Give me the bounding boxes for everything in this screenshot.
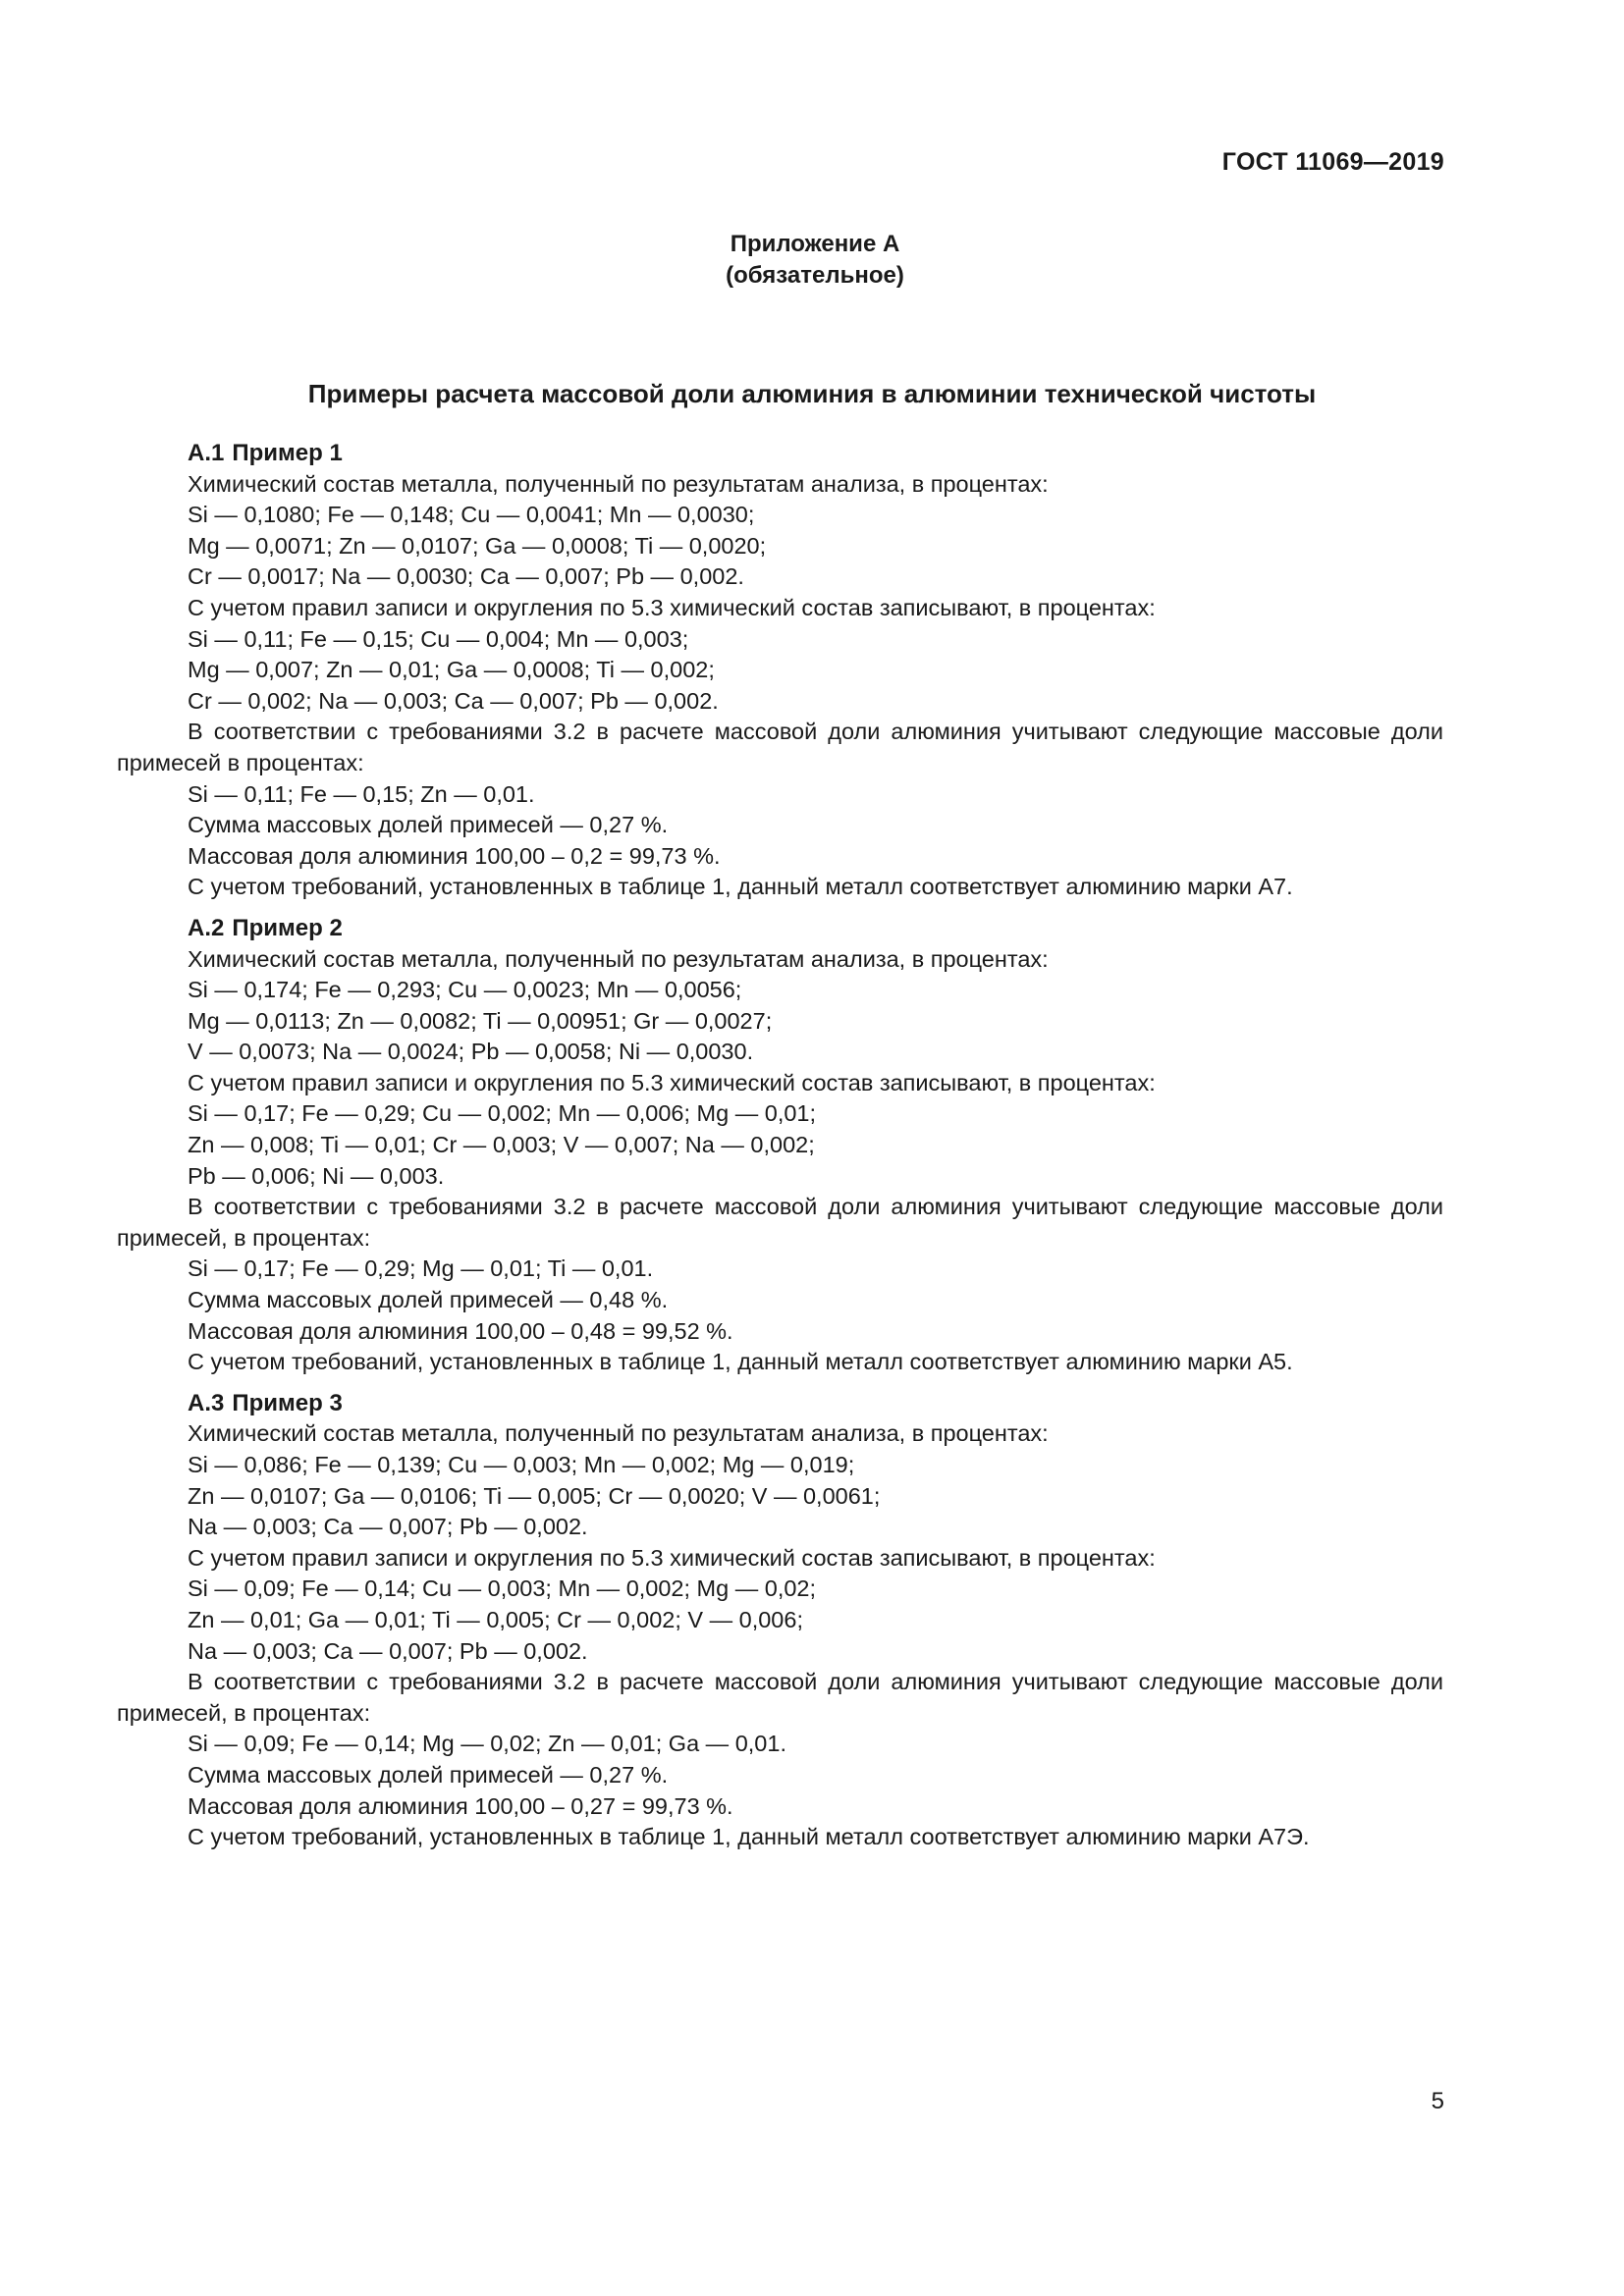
raw-composition-line: Si — 0,086; Fe — 0,139; Cu — 0,003; Mn — 0,002; Mg — 0,019; bbox=[188, 1452, 855, 1477]
raw-composition-line: Zn — 0,0107; Ga — 0,0106; Ti — 0,005; Cr — 0,0020; V — 0,0061; bbox=[188, 1482, 881, 1509]
section-heading-a1 bbox=[117, 438, 1443, 469]
rounding-intro: С учетом правил записи и округления по 5.3 химический состав записывают, в процентах: bbox=[188, 1544, 1156, 1571]
aluminium-fraction: Массовая доля алюминия 100,00 – 0,48 = 99,52 %. bbox=[188, 1317, 733, 1344]
rounded-composition-line: Cr — 0,002; Na — 0,003; Ca — 0,007; Pb — 0,002. bbox=[188, 687, 719, 714]
rounded-composition-line: Mg — 0,007; Zn — 0,01; Ga — 0,0008; Ti — 0,002; bbox=[188, 657, 715, 683]
conclusion: С учетом требований, установленных в таблице 1, данный металл соответствует алюминию марки А5. bbox=[188, 1349, 1293, 1375]
impurities-sum: Сумма массовых долей примесей — 0,27 %. bbox=[188, 812, 669, 838]
section-title: Пример 1 bbox=[232, 440, 343, 466]
section-title: Пример 3 bbox=[232, 1389, 343, 1416]
rounded-composition-line: Zn — 0,008; Ti — 0,01; Cr — 0,003; V — 0,007; Na — 0,002; bbox=[188, 1132, 815, 1158]
counted-impurities: Si — 0,11; Fe — 0,15; Zn — 0,01. bbox=[188, 780, 535, 807]
rounded-composition-line: Zn — 0,01; Ga — 0,01; Ti — 0,005; Cr — 0,002; V — 0,006; bbox=[188, 1606, 803, 1632]
raw-composition-line: Cr — 0,0017; Na — 0,0030; Ca — 0,007; Pb — 0,002. bbox=[188, 563, 744, 590]
raw-composition-line: Mg — 0,0113; Zn — 0,0082; Ti — 0,00951; Gr — 0,0027; bbox=[188, 1007, 773, 1034]
rounded-composition-line: Pb — 0,006; Ni — 0,003. bbox=[188, 1162, 445, 1189]
raw-composition-line: Si — 0,174; Fe — 0,293; Cu — 0,0023; Mn — 0,0056; bbox=[188, 977, 742, 1003]
rounding-intro: С учетом правил записи и округления по 5.3 химический состав записывают, в процентах: bbox=[188, 594, 1156, 620]
appendix-subtitle: (обязательное) bbox=[726, 262, 904, 289]
section-number: А.1 bbox=[188, 440, 225, 466]
rounded-composition-line: Si — 0,09; Fe — 0,14; Cu — 0,003; Mn — 0,002; Mg — 0,02; bbox=[188, 1575, 817, 1602]
page-number: 5 bbox=[1431, 2088, 1444, 2114]
raw-composition-line: Si — 0,1080; Fe — 0,148; Cu — 0,0041; Mn — 0,0030; bbox=[188, 502, 755, 528]
raw-composition-line: Mg — 0,0071; Zn — 0,0107; Ga — 0,0008; Ti — 0,0020; bbox=[188, 532, 767, 559]
document-id: ГОСТ 11069—2019 bbox=[1221, 148, 1444, 176]
document-body bbox=[117, 438, 1443, 1853]
impurities-sum: Сумма массовых долей примесей — 0,48 %. bbox=[188, 1287, 669, 1313]
section-number: А.3 bbox=[188, 1389, 225, 1416]
section-number: А.2 bbox=[188, 914, 225, 941]
counted-impurities: Si — 0,17; Fe — 0,29; Mg — 0,01; Ti — 0,01. bbox=[188, 1255, 654, 1282]
conclusion: С учетом требований, установленных в таблице 1, данный металл соответствует алюминию марки А7. bbox=[188, 874, 1293, 900]
requirements-paragraph: В соответствии с требованиями 3.2 в расчете массовой доли алюминия учитывают следующие массовые доли примесей, в процентах: bbox=[117, 1669, 1443, 1726]
counted-impurities: Si — 0,09; Fe — 0,14; Mg — 0,02; Zn — 0,01; Ga — 0,01. bbox=[188, 1731, 786, 1757]
composition-intro: Химический состав металла, полученный по результатам анализа, в процентах: bbox=[188, 470, 1049, 497]
section-heading-a2 bbox=[117, 913, 1443, 944]
composition-intro: Химический состав металла, полученный по результатам анализа, в процентах: bbox=[188, 1420, 1049, 1447]
aluminium-fraction: Массовая доля алюминия 100,00 – 0,2 = 99,73 %. bbox=[188, 842, 721, 869]
impurities-sum: Сумма массовых долей примесей — 0,27 %. bbox=[188, 1761, 669, 1788]
composition-intro: Химический состав металла, полученный по результатам анализа, в процентах: bbox=[188, 945, 1049, 972]
requirements-paragraph: В соответствии с требованиями 3.2 в расчете массовой доли алюминия учитывают следующие массовые доли примесей в процентах: bbox=[117, 719, 1443, 775]
appendix-title: Приложение А bbox=[730, 231, 900, 257]
rounded-composition-line: Na — 0,003; Ca — 0,007; Pb — 0,002. bbox=[188, 1637, 588, 1664]
section-heading-a3 bbox=[117, 1388, 1443, 1419]
aluminium-fraction: Массовая доля алюминия 100,00 – 0,27 = 99,73 %. bbox=[188, 1792, 733, 1819]
raw-composition-line: V — 0,0073; Na — 0,0024; Pb — 0,0058; Ni — 0,0030. bbox=[188, 1039, 754, 1065]
requirements-paragraph: В соответствии с требованиями 3.2 в расчете массовой доли алюминия учитывают следующие массовые доли примесей, в процентах: bbox=[117, 1194, 1443, 1251]
rounding-intro: С учетом правил записи и округления по 5.3 химический состав записывают, в процентах: bbox=[188, 1069, 1156, 1095]
section-title: Пример 2 bbox=[232, 914, 343, 941]
raw-composition-line: Na — 0,003; Ca — 0,007; Pb — 0,002. bbox=[188, 1514, 588, 1540]
appendix-heading bbox=[0, 229, 1624, 292]
rounded-composition-line: Si — 0,11; Fe — 0,15; Cu — 0,004; Mn — 0,003; bbox=[188, 625, 689, 652]
conclusion: С учетом требований, установленных в таблице 1, данный металл соответствует алюминию марки А7Э. bbox=[188, 1824, 1310, 1850]
rounded-composition-line: Si — 0,17; Fe — 0,29; Cu — 0,002; Mn — 0,006; Mg — 0,01; bbox=[188, 1100, 817, 1127]
main-title: Примеры расчета массовой доли алюминия в алюминии технической чистоты bbox=[307, 379, 1317, 408]
